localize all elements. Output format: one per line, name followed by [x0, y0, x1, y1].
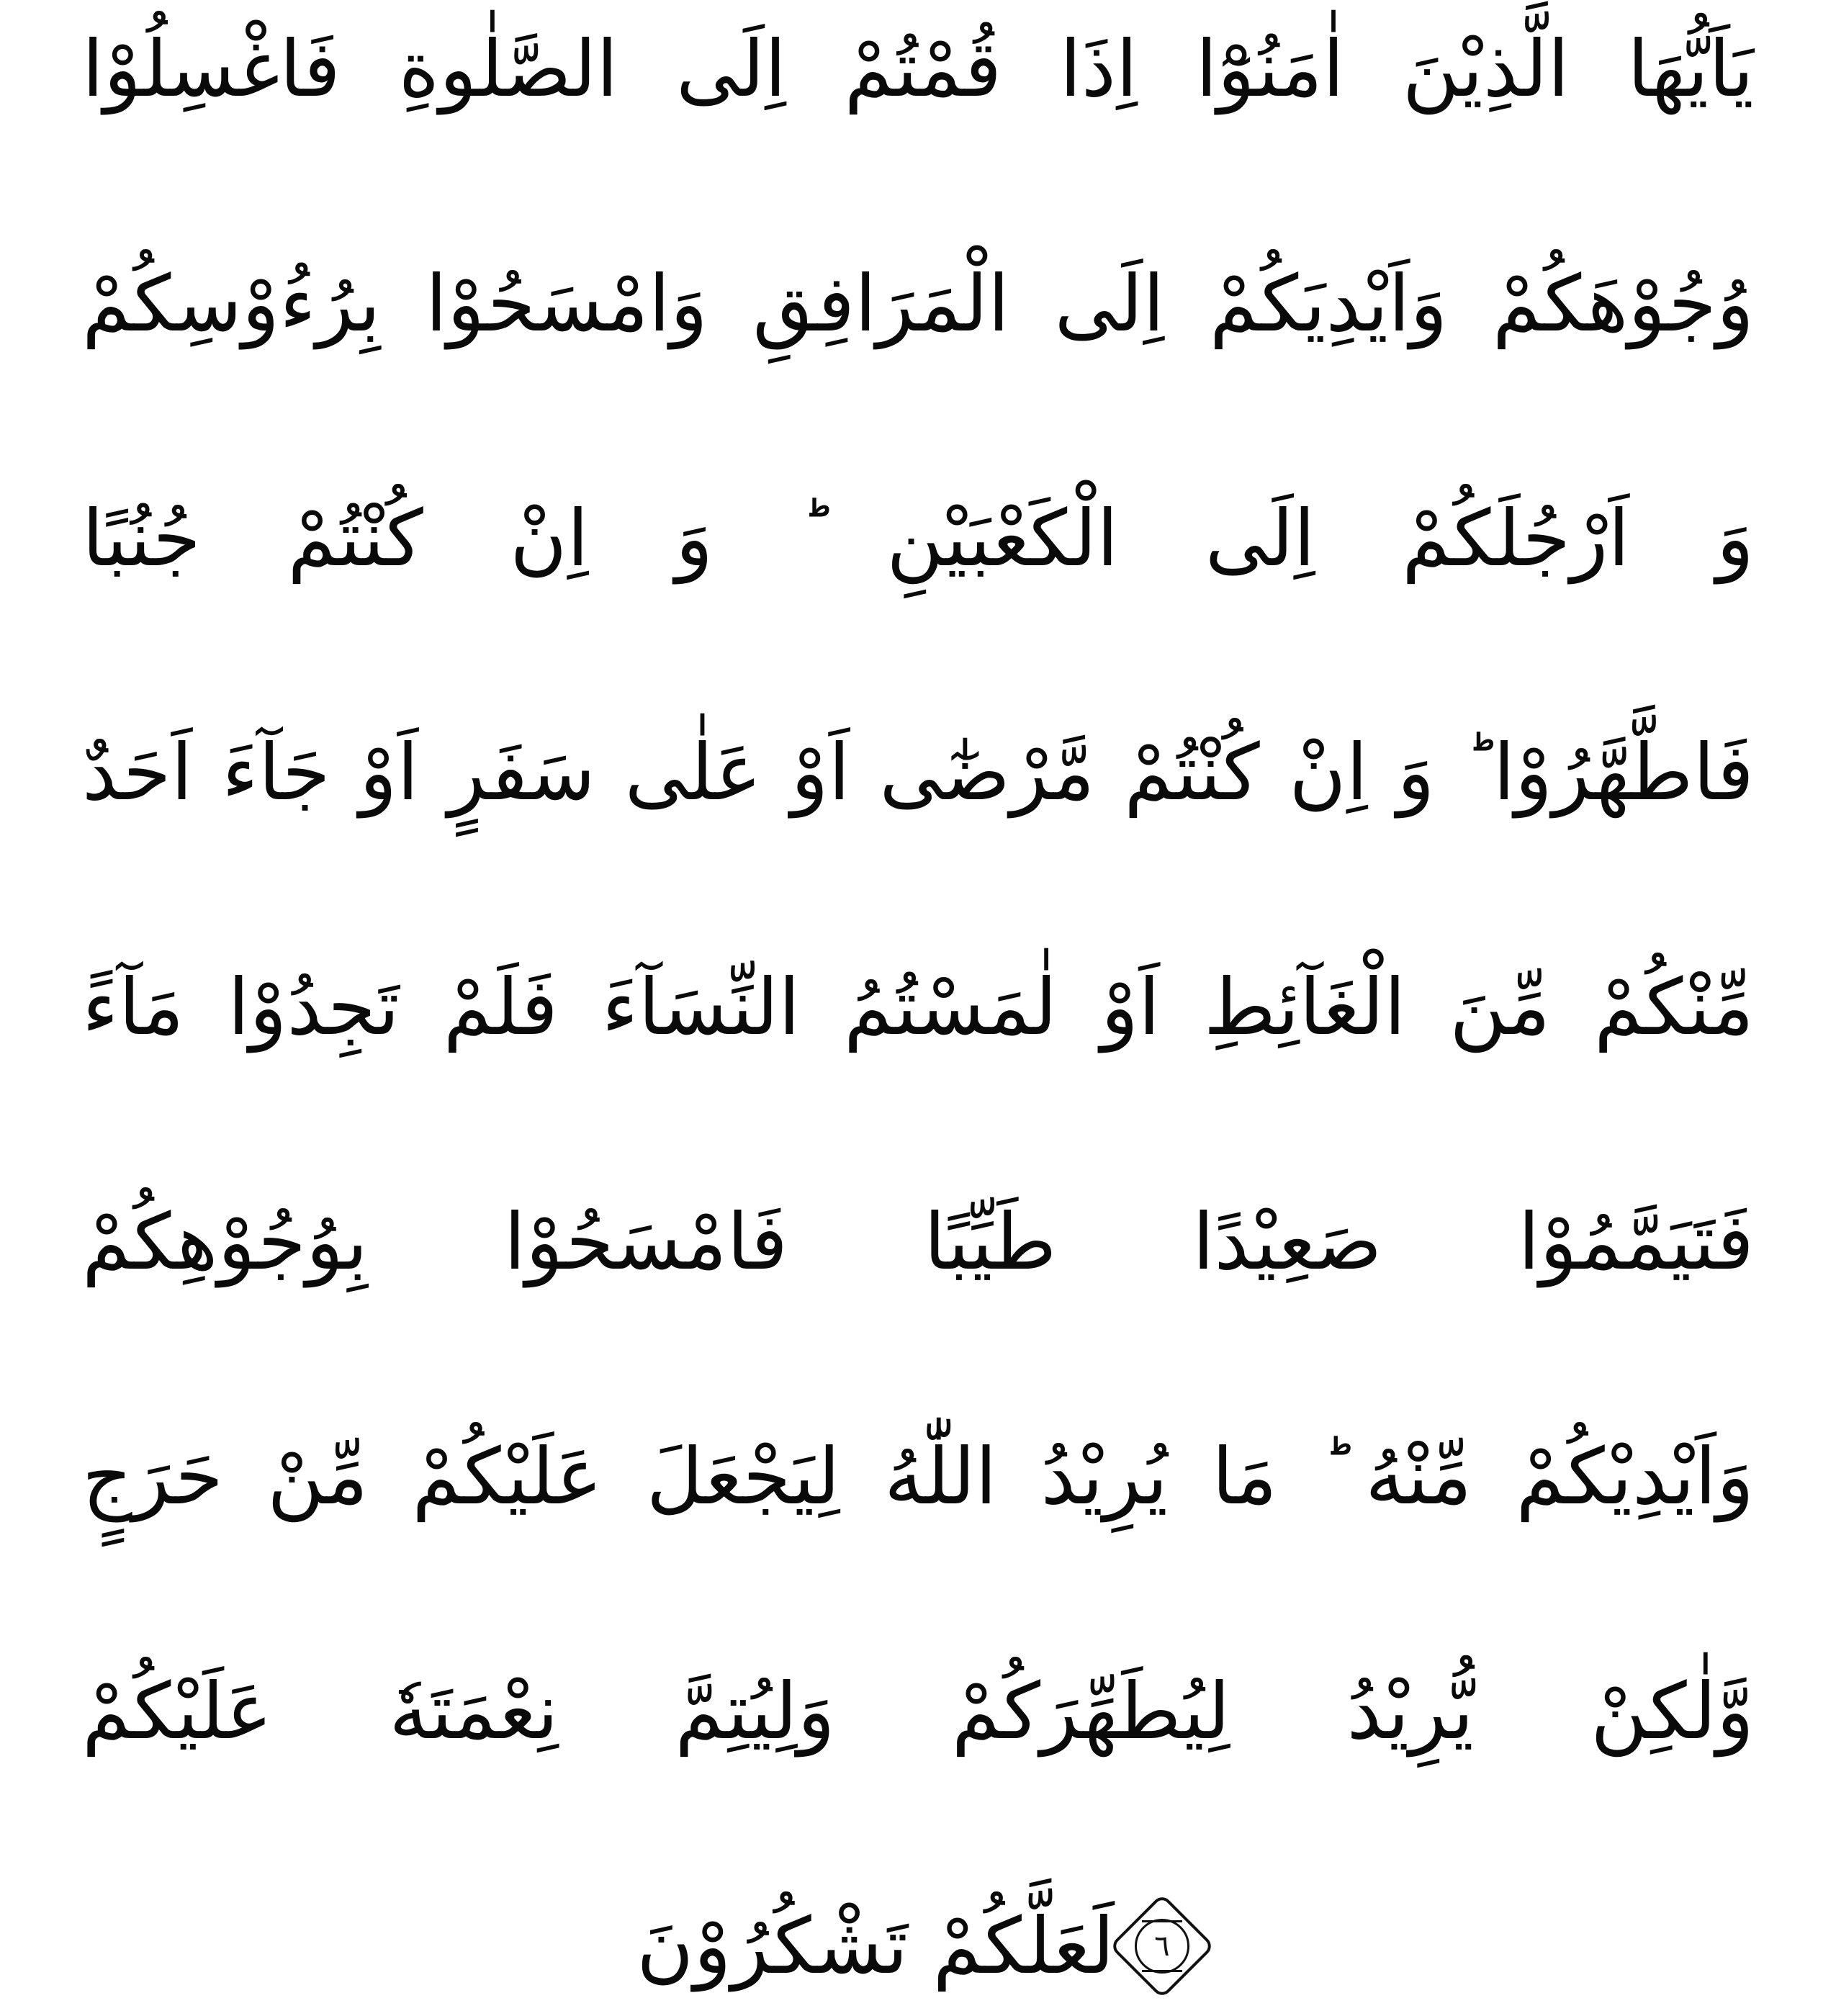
quran-line-8: وَّلٰكِنْ يُّرِيْدُ لِيُطَهِّرَكُمْ وَلِيُتِمَّ نِعْمَتَهٗ عَلَيْكُمْ	[82, 1666, 1754, 1757]
quran-line-7: وَاَيْدِيْكُمْ مِّنْهُ ؕ مَا يُرِيْدُ اللّٰهُ لِيَجْعَلَ عَلَيْكُمْ مِّنْ حَرَجٍ	[82, 1431, 1754, 1522]
quran-line-4: فَاطَّهَّرُوْا ؕ وَ اِنْ كُنْتُمْ مَّرْضٰٓى اَوْ عَلٰى سَفَرٍ اَوْ جَآءَ اَحَدٌ	[82, 728, 1754, 819]
quran-line-3: وَ اَرْجُلَكُمْ اِلَى الْكَعْبَيْنِ ؕ وَ اِنْ كُنْتُمْ جُنُبًا	[82, 493, 1754, 584]
quran-line-2: وُجُوْهَكُمْ وَاَيْدِيَكُمْ اِلَى الْمَرَافِقِ وَامْسَحُوْا بِرُءُوْسِكُمْ	[82, 258, 1754, 349]
quran-line-6: فَتَيَمَّمُوْا صَعِيْدًا طَيِّبًا فَامْسَحُوْا بِوُجُوْهِكُمْ	[82, 1197, 1754, 1288]
ayah-number-label: ٦	[1154, 1930, 1170, 1963]
quran-line-9	[79, 1901, 1757, 1992]
quran-final-phrase: لَعَلَّكُمْ تَشْكُرُوْنَ	[636, 1901, 1115, 1992]
quran-line-1: يَاَيُّهَا الَّذِيْنَ اٰمَنُوْٓا اِذَا قُمْتُمْ اِلَى الصَّلٰوةِ فَاغْسِلُوْا	[82, 24, 1754, 114]
quran-line-5: مِّنْكُمْ مِّنَ الْغَآئِطِ اَوْ لٰمَسْتُمُ النِّسَآءَ فَلَمْ تَجِدُوْا مَآءً	[82, 963, 1754, 1053]
verse-text-block	[79, 24, 1757, 1992]
ayah-number-marker-icon	[1125, 1909, 1200, 1984]
